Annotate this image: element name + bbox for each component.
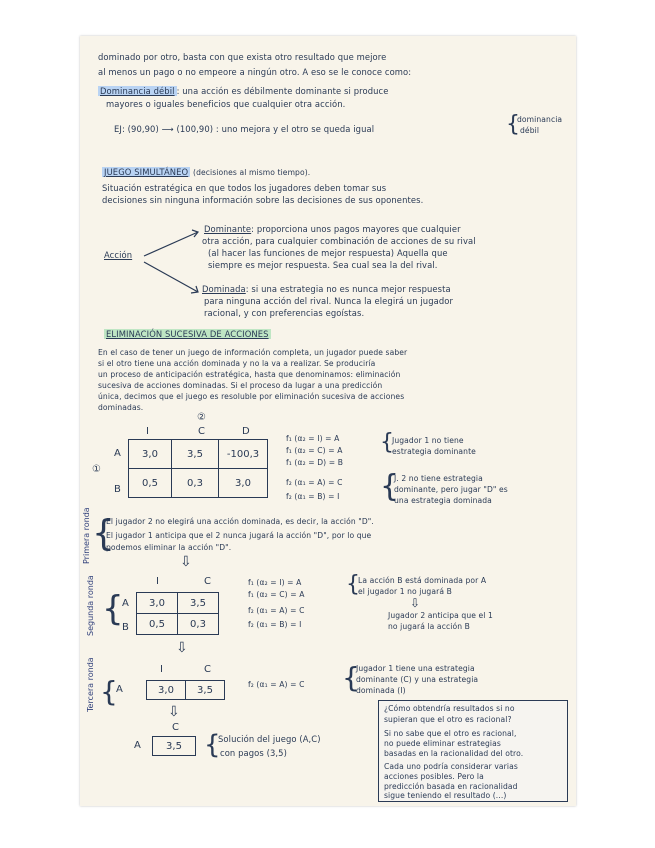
game1-br1-1: f₁ (α₂ = I) = A <box>286 434 340 443</box>
box-answer-7: sigue teniendo el resultado (...) <box>384 791 507 800</box>
final-row-label: A <box>134 740 141 751</box>
brace: { <box>100 675 118 708</box>
table-row <box>137 614 219 635</box>
dominated-line-3: racional, y con preferencias egoístas. <box>204 308 365 318</box>
game1-br2-1: f₂ (α₁ = A) = C <box>286 478 343 487</box>
game3-payoff-matrix <box>146 680 225 700</box>
down-arrow-icon: ⇩ <box>180 554 192 570</box>
weak-dominance-example: EJ: (90,90) ⟶ (100,90) : uno mejora y el otro se queda igual <box>114 124 375 134</box>
round3-side-label: Tercera ronda <box>86 657 95 712</box>
game2-br-2: f₁ (α₂ = C) = A <box>248 590 305 599</box>
game2-row-label-a: A <box>122 598 129 609</box>
final-payoff-matrix <box>152 736 196 756</box>
game2-payoff-matrix <box>136 592 219 635</box>
elim-p3: un proceso de anticipación estratégica, hasta que denominamos: eliminación <box>98 370 401 379</box>
payoff-cell: 3,5 <box>178 593 219 614</box>
dominant-term: Dominante <box>204 224 252 234</box>
game1-col-label-2: C <box>198 426 205 437</box>
down-arrow-icon: ⇩ <box>168 704 180 720</box>
dominated-term: Dominada <box>202 284 246 294</box>
weak-note-1: dominancia <box>517 115 563 124</box>
action-label: Acción <box>104 250 133 260</box>
box-question-2: supieran que el otro es racional? <box>384 715 512 724</box>
round1-side-label: Primera ronda <box>82 507 91 564</box>
dominant-line-2: otra acción, para cualquier combinación de acciones de su rival <box>202 236 476 246</box>
player-2-marker: ② <box>197 412 206 423</box>
final-col-label: C <box>172 722 179 733</box>
game3-note-2: dominante (C) y una estrategia <box>356 675 479 684</box>
brace: { <box>204 730 221 760</box>
brace: { <box>342 661 360 694</box>
solution-line-2: con pagos (3,5) <box>220 748 287 758</box>
game3-note-1: Jugador 1 tiene una estrategia <box>356 664 475 673</box>
game1-br2-note-3: una estrategia dominada <box>394 496 492 505</box>
down-arrow-icon: ⇩ <box>176 640 188 656</box>
game1-br1-note-2: estrategia dominante <box>392 447 476 456</box>
game1-br1-3: f₁ (α₂ = D) = B <box>286 458 344 467</box>
game1-br2-note-2: dominante, pero jugar "D" es <box>394 485 508 494</box>
box-answer-3: basadas en la racionalidad del otro. <box>384 749 524 758</box>
box-answer-1: Si no sabe que el otro es racional, <box>384 729 517 738</box>
round1-line-1: El jugador 2 no elegirá una acción dominada, es decir, la acción "D". <box>106 517 374 526</box>
game2-br-1: f₁ (α₂ = I) = A <box>248 578 302 587</box>
dominant-line-3: (al hacer las funciones de mejor respuesta) Aquella que <box>208 248 448 258</box>
game2-col-label-1: I <box>156 576 159 587</box>
payoff-cell: 3,0 <box>129 440 172 469</box>
weak-dominance-def: : una acción es débilmente dominante si produce <box>176 86 389 96</box>
simultaneous-line-1: Situación estratégica en que todos los jugadores deben tomar sus <box>102 183 387 193</box>
round1-line-2: El jugador 1 anticipa que el 2 nunca jugará la acción "D", por lo que <box>106 531 372 540</box>
game3-row-label: A <box>116 684 123 695</box>
game2-br-4: f₂ (α₁ = B) = I <box>248 620 302 629</box>
game3-col-label-1: I <box>160 664 163 675</box>
box-answer-5: acciones posibles. Pero la <box>384 772 484 781</box>
payoff-cell: 3,5 <box>153 737 196 756</box>
game2-col-label-2: C <box>204 576 211 587</box>
round2-side-label: Segunda ronda <box>86 575 95 636</box>
payoff-cell: 0,3 <box>178 614 219 635</box>
payoff-cell: 3,0 <box>147 681 186 700</box>
box-answer-4: Cada uno podría considerar varias <box>384 762 518 771</box>
weak-dominance-line-2: mayores o iguales beneficios que cualquier otra acción. <box>106 99 346 109</box>
payoff-cell: 0,5 <box>129 469 172 498</box>
elim-p1: En el caso de tener un juego de información completa, un jugador puede saber <box>98 348 408 357</box>
game1-br2-2: f₂ (α₁ = B) = I <box>286 492 340 501</box>
brace: { <box>92 513 115 554</box>
brace: { <box>346 572 360 597</box>
elim-p5: única, decimos que el juego es resoluble por eliminación sucesiva de acciones <box>98 392 405 401</box>
elimination-title-line <box>104 329 271 340</box>
simultaneous-subtitle: (decisiones al mismo tiempo). <box>193 168 311 177</box>
dominant-line-4: siempre es mejor respuesta. Sea cual sea la del rival. <box>208 260 438 270</box>
payoff-cell: 0,3 <box>172 469 219 498</box>
game1-col-label-3: D <box>242 426 250 437</box>
game2-note2-1: Jugador 2 anticipa que el 1 <box>388 611 493 620</box>
box-answer-6: predicción basada en racionalidad <box>384 782 518 791</box>
payoff-cell: 3,5 <box>186 681 225 700</box>
game2-row-label-b: B <box>122 622 129 633</box>
branch-arrows <box>142 226 202 306</box>
weak-dominance-line-1 <box>98 86 388 97</box>
table-row <box>137 593 219 614</box>
table-row <box>129 469 268 498</box>
game2-note2-2: no jugará la acción B <box>388 622 470 631</box>
table-row <box>129 440 268 469</box>
payoff-cell: 3,5 <box>172 440 219 469</box>
game2-note1-1: La acción B está dominada por A <box>358 576 487 585</box>
dominant-line-1 <box>204 224 461 235</box>
elim-p6: dominadas. <box>98 403 144 412</box>
weak-dominance-term: Dominancia débil <box>100 86 175 96</box>
payoff-cell: 3,0 <box>219 469 268 498</box>
down-arrow-icon: ⇩ <box>410 596 421 610</box>
simultaneous-title: JUEGO SIMULTÁNEO <box>104 167 189 177</box>
weak-note-2: débil <box>520 126 540 135</box>
box-question-1: ¿Cómo obtendría resultados si no <box>384 704 515 713</box>
payoff-cell: -100,3 <box>219 440 268 469</box>
dominated-line-1 <box>202 284 451 295</box>
game1-br2-note-1: J. 2 no tiene estrategia <box>394 474 483 483</box>
simultaneous-title-line <box>102 167 310 178</box>
dominated-def: : si una estrategia no es nunca mejor respuesta <box>245 284 451 294</box>
payoff-cell: 3,0 <box>137 593 178 614</box>
intro-line-2: al menos un pago o no empeore a ningún otro. A eso se le conoce como: <box>98 67 412 77</box>
game1-payoff-matrix <box>128 439 268 498</box>
table-row <box>147 681 225 700</box>
game1-br1-2: f₁ (α₂ = C) = A <box>286 446 343 455</box>
elimination-title: ELIMINACIÓN SUCESIVA DE ACCIONES <box>106 329 269 339</box>
round1-line-3: podemos eliminar la acción "D". <box>106 543 232 552</box>
game2-note1-2: el jugador 1 no jugará B <box>358 587 452 596</box>
elim-p2: si el otro tiene una acción dominada y no la va a realizar. Se produciría <box>98 359 376 368</box>
solution-line-1: Solución del juego (A,C) <box>218 734 321 744</box>
game1-br1-note-1: Jugador 1 no tiene <box>392 436 464 445</box>
dominant-def: : proporciona unos pagos mayores que cualquier <box>251 224 461 234</box>
dominated-line-2: para ninguna acción del rival. Nunca la elegirá un jugador <box>204 296 454 306</box>
game3-col-label-2: C <box>204 664 211 675</box>
table-row <box>153 737 196 756</box>
game1-row-label-b: B <box>114 484 121 495</box>
payoff-cell: 0,5 <box>137 614 178 635</box>
brace: { <box>506 112 520 137</box>
brace: { <box>102 589 124 629</box>
game3-br: f₂ (α₁ = A) = C <box>248 680 305 689</box>
game2-br-3: f₂ (α₁ = A) = C <box>248 606 305 615</box>
game3-note-3: dominada (I) <box>356 686 406 695</box>
brace: { <box>380 469 400 504</box>
notebook-page <box>80 36 576 806</box>
elim-p4: sucesiva de acciones dominadas. Si el proceso da lugar a una predicción <box>98 381 383 390</box>
box-answer-2: no puede eliminar estrategias <box>384 739 501 748</box>
intro-line-1: dominado por otro, basta con que exista otro resultado que mejore <box>98 52 387 62</box>
player-1-marker: ① <box>92 464 101 475</box>
game1-row-label-a: A <box>114 448 121 459</box>
simultaneous-line-2: decisiones sin ninguna información sobre las decisiones de sus oponentes. <box>102 195 424 205</box>
brace: { <box>380 430 394 455</box>
game1-col-label-1: I <box>146 426 149 437</box>
